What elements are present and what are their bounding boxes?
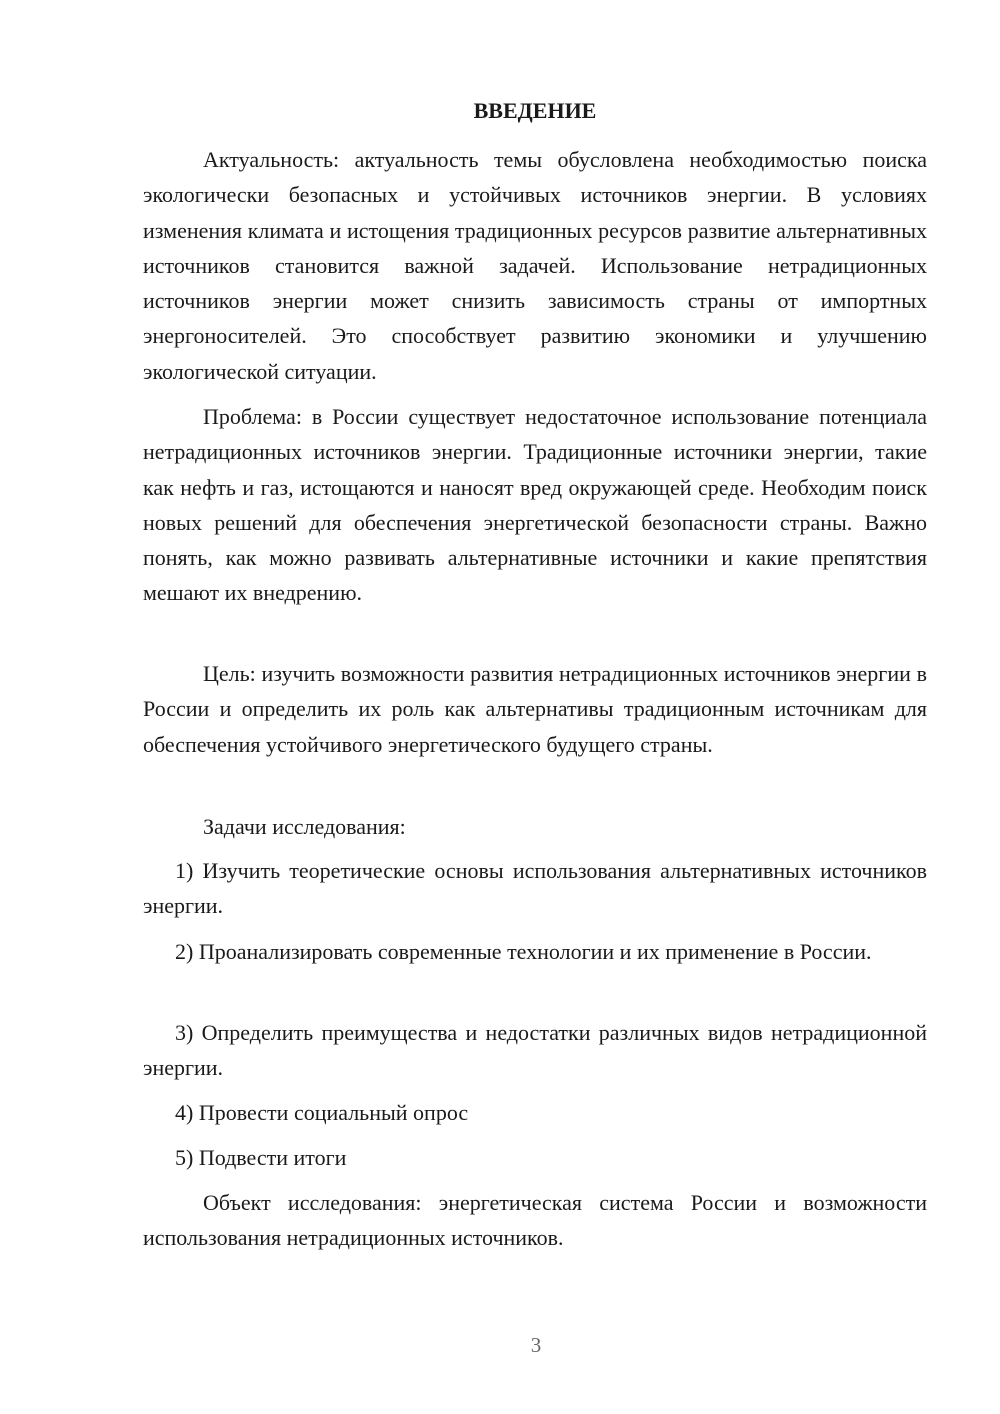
page-title: ВВЕДЕНИЕ: [473, 98, 597, 123]
tasks-heading: Задачи исследования:: [203, 814, 406, 839]
task-item-5: 5) Подвести итоги: [175, 1145, 347, 1170]
paragraph-goal: Цель: изучить возможности развития нетрадиционных источников энергии в России и определить их роль как альтернативы традиционным источникам для обеспечения устойчивого энергетического будущего страны.: [143, 661, 927, 757]
task-item-3: 3) Определить преимущества и недостатки различных видов нетрадиционной энергии.: [143, 1020, 927, 1081]
task-item-2: 2) Проанализировать современные технологии и их применение в России.: [175, 939, 872, 964]
paragraph-object: Объект исследования: энергетическая система России и возможности использования нетрадиционных источников.: [143, 1190, 927, 1251]
paragraph-relevance: Актуальность: актуальность темы обусловлена необходимостью поиска экологически безопасных и устойчивых источников энергии. В условиях изменения климата и истощения традиционных ресурсов развитие альтернативных источников становится важной задачей. Использование нетрадиционных источников энергии может снизить зависимость страны от импортных энергоносителей. Это способствует развитию экономики и улучшению экологической ситуации.: [143, 147, 927, 384]
task-item-4: 4) Провести социальный опрос: [175, 1100, 469, 1125]
page-number: 3: [530, 1333, 542, 1357]
task-item-1: 1) Изучить теоретические основы использования альтернативных источников энергии.: [143, 858, 927, 919]
paragraph-problem: Проблема: в России существует недостаточное использование потенциала нетрадиционных источников энергии. Традиционные источники энергии, такие как нефть и газ, истощаются и наносят вред окружающей среде. Необходим поиск новых решений для обеспечения энергетической безопасности страны. Важно понять, как можно развивать альтернативные источники и какие препятствия мешают их внедрению.: [143, 404, 927, 606]
